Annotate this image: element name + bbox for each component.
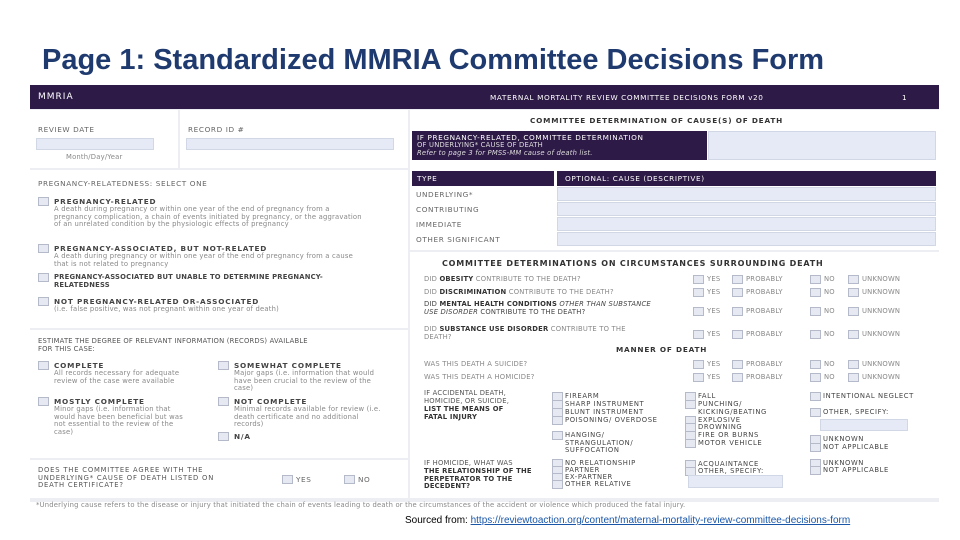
page-number: 1 (902, 93, 908, 102)
substance-use-probably-checkbox[interactable] (732, 330, 743, 339)
answer-label: PROBABLY (746, 307, 783, 315)
answer-label: UNKNOWN (862, 360, 901, 368)
means-option-checkbox[interactable] (552, 416, 563, 425)
source-line (405, 515, 850, 526)
answer-label: UNKNOWN (862, 275, 901, 283)
means-option-label: INTENTIONAL NEGLECT (823, 392, 914, 400)
mmria-logo: MMRIA (38, 92, 74, 102)
answer-label: PROBABLY (746, 360, 783, 368)
somewhat-complete-checkbox[interactable] (218, 361, 229, 370)
homicide-probably-checkbox[interactable] (732, 373, 743, 382)
cause-input-immediate[interactable] (557, 217, 936, 231)
means-question-bold: LIST THE MEANS OF FATAL INJURY (424, 405, 504, 421)
relationship-option-checkbox[interactable] (552, 480, 563, 489)
type-row-label: IMMEDIATE (416, 220, 463, 229)
option-desc: (i.e. false positive, was not pregnant within one year of death) (54, 305, 279, 313)
manner-heading: MANNER OF DEATH (616, 345, 708, 354)
means-option-checkbox[interactable] (552, 431, 563, 440)
relationship-option-label: EX-PARTNER (565, 473, 613, 481)
review-date-label: REVIEW DATE (38, 125, 95, 134)
means-option-label: HANGING/ STRANGULATION/ SUFFOCATION (565, 431, 634, 454)
answer-label: NO (824, 360, 835, 368)
mental-health-probably-checkbox[interactable] (732, 307, 743, 316)
discrimination-probably-checkbox[interactable] (732, 288, 743, 297)
option-desc: Minor gaps (i.e. information that would have been beneficial but was not essential to the review of the case) (54, 405, 183, 436)
suicide-unknown-checkbox[interactable] (848, 360, 859, 369)
obesity-no-checkbox[interactable] (810, 275, 821, 284)
footnote: *Underlying cause refers to the disease or injury that initiated the chain of events leading to death or the circumstances of the accident or violence which produced the fatal injury. (36, 501, 686, 509)
option-desc: Minimal records available for review (i.e. death certificate and no additional records) (234, 405, 381, 428)
decisions-form (30, 85, 939, 502)
answer-label: NO (824, 330, 835, 338)
answer-label: UNKNOWN (862, 330, 901, 338)
relationship-question: IF HOMICIDE, WHAT WAS (424, 459, 513, 467)
mental-health-unknown-checkbox[interactable] (848, 307, 859, 316)
option-desc: Major gaps (i.e. information that would have been crucial to the review of the case) (234, 369, 375, 392)
relationship-option-label: NOT APPLICABLE (823, 466, 889, 474)
option-label: NOT PREGNANCY-RELATED OR-ASSOCIATED (54, 297, 260, 306)
answer-label: YES (707, 330, 721, 338)
agree-no-label: NO (358, 475, 371, 484)
means-option-label: POISONING/ OVERDOSE (565, 416, 658, 424)
relationship-option-checkbox[interactable] (810, 466, 821, 475)
answer-label: NO (824, 288, 835, 296)
answer-label: PROBABLY (746, 330, 783, 338)
relationship-option-label: NO RELATIONSHIP (565, 459, 636, 467)
means-option-label: FIREARM (565, 392, 600, 400)
homicide-unknown-checkbox[interactable] (848, 373, 859, 382)
record-id-label: RECORD ID # (188, 125, 245, 134)
substance-use-yes-checkbox[interactable] (693, 330, 704, 339)
source-prefix: Sourced from: (405, 515, 471, 526)
answer-label: NO (824, 275, 835, 283)
option-desc: A death during pregnancy or within one year of the end of pregnancy from a pregnancy complication, a chain of events initiated by pregnancy, or the aggravation of an unrelated condition by the physiologic effects of pregnancy (54, 205, 362, 228)
option-label: SOMEWHAT COMPLETE (234, 361, 342, 370)
pregnancy-heading: PREGNANCY-RELATEDNESS: SELECT ONE (38, 179, 208, 188)
means-option-label: SHARP INSTRUMENT (565, 400, 645, 408)
answer-label: UNKNOWN (862, 307, 901, 315)
review-date-hint: Month/Day/Year (66, 153, 123, 161)
substance-use-unknown-checkbox[interactable] (848, 330, 859, 339)
relationship-question-bold: THE RELATIONSHIP OF THE PERPETRATOR TO THE DECEDENT? (424, 467, 532, 490)
answer-label: YES (707, 373, 721, 381)
option-desc: All records necessary for adequate review of the case were available (54, 369, 180, 385)
substance-use-question: DID SUBSTANCE USE DISORDER CONTRIBUTE TO THE DEATH? (424, 325, 626, 341)
means-option-checkbox[interactable] (685, 439, 696, 448)
not-pregnancy-related-checkbox[interactable] (38, 297, 49, 306)
discrimination-unknown-checkbox[interactable] (848, 288, 859, 297)
means-option-checkbox[interactable] (810, 443, 821, 452)
substance-use-no-checkbox[interactable] (810, 330, 821, 339)
mental-health-question: DID MENTAL HEALTH CONDITIONS OTHER THAN SUBSTANCE USE DISORDER CONTRIBUTE TO THE DEATH? (424, 300, 651, 316)
col-type: TYPE (417, 174, 438, 183)
cause-panel (410, 110, 939, 250)
means-option-checkbox[interactable] (685, 400, 696, 409)
obesity-probably-checkbox[interactable] (732, 275, 743, 284)
relationship-option-label: UNKNOWN (823, 459, 864, 467)
answer-label: PROBABLY (746, 373, 783, 381)
agree-question: DOES THE COMMITTEE AGREE WITH THE UNDERLYING* CAUSE OF DEATH LISTED ON DEATH CERTIFICATE? (38, 466, 215, 489)
complete-checkbox[interactable] (38, 361, 49, 370)
option-label: MOSTLY COMPLETE (54, 397, 145, 406)
pregnancy-associated-not-related-checkbox[interactable] (38, 244, 49, 253)
pregnancy-related-checkbox[interactable] (38, 197, 49, 206)
type-row-label: CONTRIBUTING (416, 205, 480, 214)
answer-label: NO (824, 307, 835, 315)
answer-label: YES (707, 307, 721, 315)
review-date-panel (30, 110, 178, 168)
discrimination-no-checkbox[interactable] (810, 288, 821, 297)
homicide-question: WAS THIS DEATH A HOMICIDE? (424, 373, 535, 381)
mental-health-yes-checkbox[interactable] (693, 307, 704, 316)
means-option-label: NOT APPLICABLE (823, 443, 889, 451)
means-option-checkbox[interactable] (810, 408, 821, 417)
relationship-other-specify-input[interactable] (688, 475, 783, 488)
agree-yes-label: YES (296, 475, 312, 484)
means-option-label: PUNCHING/ KICKING/BEATING (698, 400, 767, 416)
discrimination-yes-checkbox[interactable] (693, 288, 704, 297)
slide-title: Page 1: Standardized MMRIA Committee Decisions Form (42, 44, 825, 76)
agree-no-checkbox[interactable] (344, 475, 355, 484)
cause-input-contributing[interactable] (557, 202, 936, 216)
pregnancy-relatedness-panel (30, 170, 408, 328)
option-label: COMPLETE (54, 361, 105, 370)
circumstances-panel (410, 252, 939, 498)
record-id-panel (180, 110, 408, 168)
option-label: PREGNANCY-ASSOCIATED BUT UNABLE TO DETERMINE PREGNANCY-RELATEDNESS (54, 273, 323, 289)
circumstances-heading: COMMITTEE DETERMINATIONS ON CIRCUMSTANCES SURROUNDING DEATH (442, 259, 824, 268)
form-title: MATERNAL MORTALITY REVIEW COMMITTEE DECISIONS FORM v20 (490, 93, 764, 102)
homicide-no-checkbox[interactable] (810, 373, 821, 382)
relationship-option-label: OTHER RELATIVE (565, 480, 632, 488)
cause-input-other[interactable] (557, 232, 936, 246)
type-header (412, 171, 554, 186)
obesity-unknown-checkbox[interactable] (848, 275, 859, 284)
suicide-question: WAS THIS DEATH A SUICIDE? (424, 360, 528, 368)
review-date-input[interactable] (36, 138, 154, 150)
cause-heading: COMMITTEE DETERMINATION OF CAUSE(S) OF DEATH (530, 116, 784, 125)
answer-label: YES (707, 288, 721, 296)
estimate-heading: ESTIMATE THE DEGREE OF RELEVANT INFORMATION (RECORDS) AVAILABLE FOR THIS CASE: (38, 337, 308, 353)
form-header (30, 85, 939, 109)
answer-label: PROBABLY (746, 275, 783, 283)
agree-panel (30, 460, 408, 498)
mental-health-no-checkbox[interactable] (810, 307, 821, 316)
prompt-line: IF PREGNANCY-RELATED, COMMITTEE DETERMINATION (417, 133, 644, 142)
cause-prompt (412, 131, 707, 160)
agree-yes-checkbox[interactable] (282, 475, 293, 484)
discrimination-question: DID DISCRIMINATION CONTRIBUTE TO THE DEATH? (424, 288, 614, 296)
means-option-label: FIRE OR BURNS (698, 431, 759, 439)
type-row-label: UNDERLYING* (416, 190, 474, 199)
homicide-yes-checkbox[interactable] (693, 373, 704, 382)
suicide-no-checkbox[interactable] (810, 360, 821, 369)
answer-label: NO (824, 373, 835, 381)
answer-label: YES (707, 360, 721, 368)
option-label: PREGNANCY-ASSOCIATED, BUT NOT-RELATED (54, 244, 268, 253)
means-option-label: BLUNT INSTRUMENT (565, 408, 644, 416)
option-desc: A death during pregnancy or within one year of the end of pregnancy from a cause that is not related to pregnancy (54, 252, 353, 268)
pregnancy-undetermined-checkbox[interactable] (38, 273, 49, 282)
desc-header (557, 171, 936, 186)
option-label: NOT COMPLETE (234, 397, 308, 406)
relationship-option-label: OTHER, SPECIFY: (698, 467, 764, 475)
means-option-label: OTHER, SPECIFY: (823, 408, 889, 416)
means-option-label: UNKNOWN (823, 435, 864, 443)
record-id-input[interactable] (186, 138, 394, 150)
cause-input-underlying[interactable] (557, 187, 936, 201)
answer-label: UNKNOWN (862, 373, 901, 381)
prompt-line: Refer to page 3 for PMSS-MM cause of death list. (417, 149, 593, 157)
mostly-complete-checkbox[interactable] (38, 397, 49, 406)
answer-label: PROBABLY (746, 288, 783, 296)
underlying-cause-input[interactable] (708, 131, 936, 160)
obesity-question: DID OBESITY CONTRIBUTE TO THE DEATH? (424, 275, 581, 283)
means-other-specify-input[interactable] (820, 419, 908, 431)
answer-label: UNKNOWN (862, 288, 901, 296)
means-option-label: FALL (698, 392, 716, 400)
answer-label: YES (707, 275, 721, 283)
means-option-label: MOTOR VEHICLE (698, 439, 763, 447)
relationship-option-label: PARTNER (565, 466, 600, 474)
means-option-label: DROWNING (698, 423, 743, 431)
means-option-label: EXPLOSIVE (698, 416, 741, 424)
means-question: IF ACCIDENTAL DEATH, HOMICIDE, OR SUICIDE, (424, 389, 510, 405)
means-option-checkbox[interactable] (810, 392, 821, 401)
option-label: PREGNANCY-RELATED (54, 197, 157, 206)
relationship-option-label: ACQUAINTANCE (698, 460, 759, 468)
na-checkbox[interactable] (218, 432, 229, 441)
prompt-line: OF UNDERLYING* CAUSE OF DEATH (417, 141, 543, 149)
suicide-yes-checkbox[interactable] (693, 360, 704, 369)
col-desc: OPTIONAL: CAUSE (DESCRIPTIVE) (565, 174, 705, 183)
type-row-label: OTHER SIGNIFICANT (416, 235, 501, 244)
records-estimate-panel (30, 330, 408, 458)
not-complete-checkbox[interactable] (218, 397, 229, 406)
suicide-probably-checkbox[interactable] (732, 360, 743, 369)
source-link[interactable]: https://reviewtoaction.org/content/maternal-mortality-review-committee-decisions-form (470, 515, 851, 526)
obesity-yes-checkbox[interactable] (693, 275, 704, 284)
option-label: N/A (234, 432, 251, 441)
